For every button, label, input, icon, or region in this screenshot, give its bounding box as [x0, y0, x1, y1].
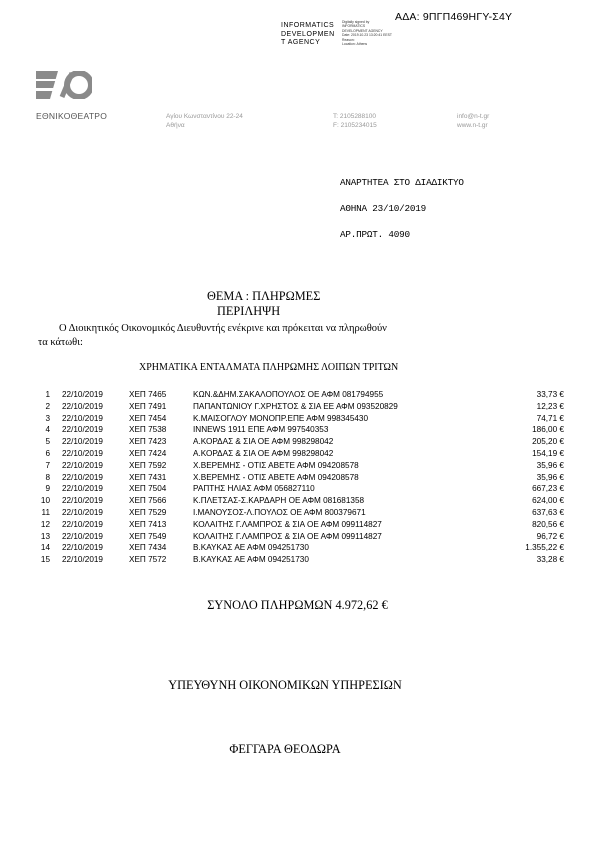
- subject-title: ΘΕΜΑ : ΠΛΗΡΩΜΕΣ: [207, 289, 321, 303]
- row-date: 22/10/2019: [62, 425, 103, 435]
- row-payee: Α.ΚΟΡΔΑΣ & ΣΙΑ ΟΕ ΑΦΜ 998298042: [193, 448, 334, 458]
- signature-stamp-line: INFORMATICS: [281, 22, 335, 29]
- row-amount: 186,00 €: [532, 425, 564, 435]
- row-date: 22/10/2019: [62, 543, 103, 553]
- row-amount: 205,20 €: [532, 437, 564, 447]
- row-number: 15: [40, 555, 50, 565]
- signature-stamp-line: T AGENCY: [281, 39, 321, 46]
- ada-code: ΑΔΑ: 9ΠΓΠ469ΗΓΥ-Σ4Υ: [395, 11, 513, 23]
- payments-table: [30, 390, 570, 567]
- table-row: [30, 414, 570, 426]
- row-date: 22/10/2019: [62, 460, 103, 470]
- row-voucher-code: ΧΕΠ 7529: [129, 507, 167, 517]
- table-row: [30, 390, 570, 402]
- row-voucher-code: ΧΕΠ 7424: [129, 448, 167, 458]
- table-row: [30, 543, 570, 555]
- row-amount: 1.355,22 €: [525, 543, 564, 553]
- row-payee: Χ.ΒΕΡΕΜΗΣ - ΟΤΙΣ ΑΒΕΤΕ ΑΦΜ 094208578: [193, 472, 359, 482]
- row-date: 22/10/2019: [62, 496, 103, 506]
- website-line: www.n-t.gr: [457, 122, 488, 129]
- signatory-name: ΦΕΓΓΑΡΑ ΘΕΟΔΩΡΑ: [229, 742, 341, 756]
- row-number: 12: [40, 519, 50, 529]
- row-date: 22/10/2019: [62, 448, 103, 458]
- address-line: Αγίου Κωνσταντίνου 22-24: [166, 113, 243, 120]
- row-amount: 74,71 €: [536, 413, 564, 423]
- row-payee: ΚΟΛΑΙΤΗΣ Γ.ΛΑΜΠΡΟΣ & ΣΙΑ ΟΕ ΑΦΜ 099114827: [193, 519, 382, 529]
- table-row: [30, 461, 570, 473]
- row-number: 9: [45, 484, 50, 494]
- intro-line: τα κάτωθι:: [38, 337, 83, 348]
- row-number: 11: [41, 507, 50, 517]
- signature-detail-line: Digitally signed by: [342, 20, 370, 24]
- row-amount: 35,96 €: [536, 472, 564, 482]
- row-amount: 12,23 €: [536, 401, 564, 411]
- row-amount: 33,28 €: [536, 555, 564, 565]
- row-voucher-code: ΧΕΠ 7538: [129, 425, 167, 435]
- signature-detail-line: INFORMATICS: [342, 24, 366, 29]
- row-amount: 154,19 €: [532, 448, 564, 458]
- row-voucher-code: ΧΕΠ 7549: [129, 531, 167, 541]
- phone-line: T: 2105288100: [333, 113, 377, 120]
- row-payee: ΚΩΝ.&ΔΗΜ.ΣΑΚΑΛΟΠΟΥΛΟΣ ΟΕ ΑΦΜ 081794955: [193, 390, 384, 399]
- table-row: [30, 449, 570, 461]
- signature-stamp-title: [281, 22, 341, 48]
- signature-stamp-line: DEVELOPMEN: [281, 30, 335, 38]
- table-row: [30, 473, 570, 485]
- table-row: [30, 425, 570, 437]
- row-voucher-code: ΧΕΠ 7566: [129, 496, 167, 506]
- row-date: 22/10/2019: [62, 401, 103, 411]
- table-row: [30, 555, 570, 567]
- address-line: Αθήνα: [166, 122, 185, 129]
- row-payee: ΚΟΛΑΙΤΗΣ Γ.ΛΑΜΠΡΟΣ & ΣΙΑ ΟΕ ΑΦΜ 099114827: [193, 531, 382, 541]
- row-voucher-code: ΧΕΠ 7491: [129, 401, 167, 411]
- row-amount: 667,23 €: [532, 484, 564, 494]
- letterhead-address: [166, 112, 243, 130]
- intro-line: Ο Διοικητικός Οικονομικός Διευθυντής ενέκρινε και πρόκειται να πληρωθούν: [59, 323, 387, 334]
- fax-line: F: 2105234015: [333, 122, 377, 129]
- payments-total: ΣΥΝΟΛΟ ΠΛΗΡΩΜΩΝ 4.972,62 €: [207, 598, 388, 612]
- signatory-title: ΥΠΕΥΘΥΝΗ ΟΙΚΟΝΟΜΙΚΩΝ ΥΠΗΡΕΣΙΩΝ: [168, 678, 402, 692]
- row-voucher-code: ΧΕΠ 7431: [129, 472, 167, 482]
- letterhead-phone: [333, 112, 377, 130]
- row-payee: Β.ΚΑΥΚΑΣ ΑΕ ΑΦΜ 094251730: [193, 555, 309, 565]
- row-number: 10: [40, 496, 50, 506]
- row-voucher-code: ΧΕΠ 7465: [129, 390, 167, 399]
- protocol-number: ΑΡ.ΠΡΩΤ. 4090: [340, 229, 410, 240]
- row-amount: 35,96 €: [536, 460, 564, 470]
- row-number: 4: [45, 425, 50, 435]
- row-payee: Β.ΚΑΥΚΑΣ ΑΕ ΑΦΜ 094251730: [193, 543, 309, 553]
- row-number: 8: [45, 472, 50, 482]
- row-date: 22/10/2019: [62, 484, 103, 494]
- row-date: 22/10/2019: [62, 531, 103, 541]
- row-amount: 96,72 €: [536, 531, 564, 541]
- logo-wordmark: ΕΘΝΙΚΟΘΕΑΤΡΟ: [36, 111, 108, 121]
- row-voucher-code: ΧΕΠ 7592: [129, 460, 167, 470]
- row-number: 13: [40, 531, 50, 541]
- row-payee: Κ.ΜΑΙΣΟΓΛΟΥ ΜΟΝΟΠΡ.ΕΠΕ ΑΦΜ 998345430: [193, 413, 369, 423]
- row-payee: Χ.ΒΕΡΕΜΗΣ - ΟΤΙΣ ΑΒΕΤΕ ΑΦΜ 094208578: [193, 460, 359, 470]
- table-row: [30, 437, 570, 449]
- row-voucher-code: ΧΕΠ 7504: [129, 484, 167, 494]
- row-amount: 624,00 €: [532, 496, 564, 506]
- signature-detail-line: Reason:: [342, 37, 355, 42]
- email-line: info@n-t.gr: [457, 113, 490, 120]
- signature-detail-line: Location: Athens: [342, 42, 368, 47]
- row-payee: ΠΑΠΑΝΤΩΝΙΟΥ Γ.ΧΡΗΣΤΟΣ & ΣΙΑ ΕΕ ΑΦΜ 093520829: [193, 401, 398, 411]
- row-date: 22/10/2019: [62, 555, 103, 565]
- table-row: [30, 520, 570, 532]
- row-number: 5: [45, 437, 50, 447]
- row-payee: Ι.ΜΑΝΟΥΣΟΣ-Λ.ΠΟΥΛΟΣ ΟΕ ΑΦΜ 800379671: [193, 507, 366, 517]
- row-number: 6: [45, 448, 50, 458]
- signature-detail-line: DEVELOPMENT AGENCY: [342, 28, 383, 33]
- row-amount: 637,63 €: [532, 507, 564, 517]
- posting-notice: ΑΝΑΡΤΗΤΕΑ ΣΤΟ ΔΙΑΔΙΚΤΥΟ: [340, 177, 464, 188]
- document-date: ΑΘΗΝΑ 23/10/2019: [340, 203, 427, 214]
- row-date: 22/10/2019: [62, 437, 103, 447]
- row-number: 3: [45, 413, 50, 423]
- table-row: [30, 484, 570, 496]
- row-amount: 33,73 €: [536, 390, 564, 399]
- table-title: ΧΡΗΜΑΤΙΚΑ ΕΝΤΑΛΜΑΤΑ ΠΛΗΡΩΜΗΣ ΛΟΙΠΩΝ ΤΡΙΤΩΝ: [139, 362, 399, 373]
- table-row: [30, 402, 570, 414]
- subject-summary: ΠΕΡΙΛΗΨΗ: [217, 304, 281, 318]
- table-row: [30, 496, 570, 508]
- row-amount: 820,56 €: [532, 519, 564, 529]
- signature-stamp-details: [342, 20, 402, 46]
- row-date: 22/10/2019: [62, 519, 103, 529]
- row-payee: INNEWS 1911 ΕΠΕ ΑΦΜ 997540353: [193, 425, 329, 435]
- row-number: 2: [45, 401, 50, 411]
- row-payee: Α.ΚΟΡΔΑΣ & ΣΙΑ ΟΕ ΑΦΜ 998298042: [193, 437, 334, 447]
- letterhead-web: [457, 112, 489, 130]
- row-number: 14: [40, 543, 50, 553]
- row-payee: Κ.ΠΛΕΤΣΑΣ-Σ.ΚΑΡΔΑΡΗ ΟΕ ΑΦΜ 081681358: [193, 496, 365, 506]
- row-voucher-code: ΧΕΠ 7572: [129, 555, 167, 565]
- national-theatre-logo: [36, 71, 92, 99]
- row-date: 22/10/2019: [62, 390, 103, 399]
- row-voucher-code: ΧΕΠ 7434: [129, 543, 167, 553]
- row-voucher-code: ΧΕΠ 7413: [129, 519, 167, 529]
- row-date: 22/10/2019: [62, 472, 103, 482]
- row-voucher-code: ΧΕΠ 7423: [129, 437, 167, 447]
- row-number: 1: [45, 390, 50, 399]
- signature-detail-line: Date: 2019.10.23 13:20:41 EEST: [342, 33, 392, 38]
- row-voucher-code: ΧΕΠ 7454: [129, 413, 167, 423]
- row-date: 22/10/2019: [62, 413, 103, 423]
- row-date: 22/10/2019: [62, 507, 103, 517]
- row-payee: ΡΑΠΤΗΣ ΗΛΙΑΣ ΑΦΜ 056827110: [193, 484, 315, 494]
- table-row: [30, 508, 570, 520]
- intro-paragraph: [38, 322, 538, 350]
- row-number: 7: [45, 460, 50, 470]
- table-row: [30, 532, 570, 544]
